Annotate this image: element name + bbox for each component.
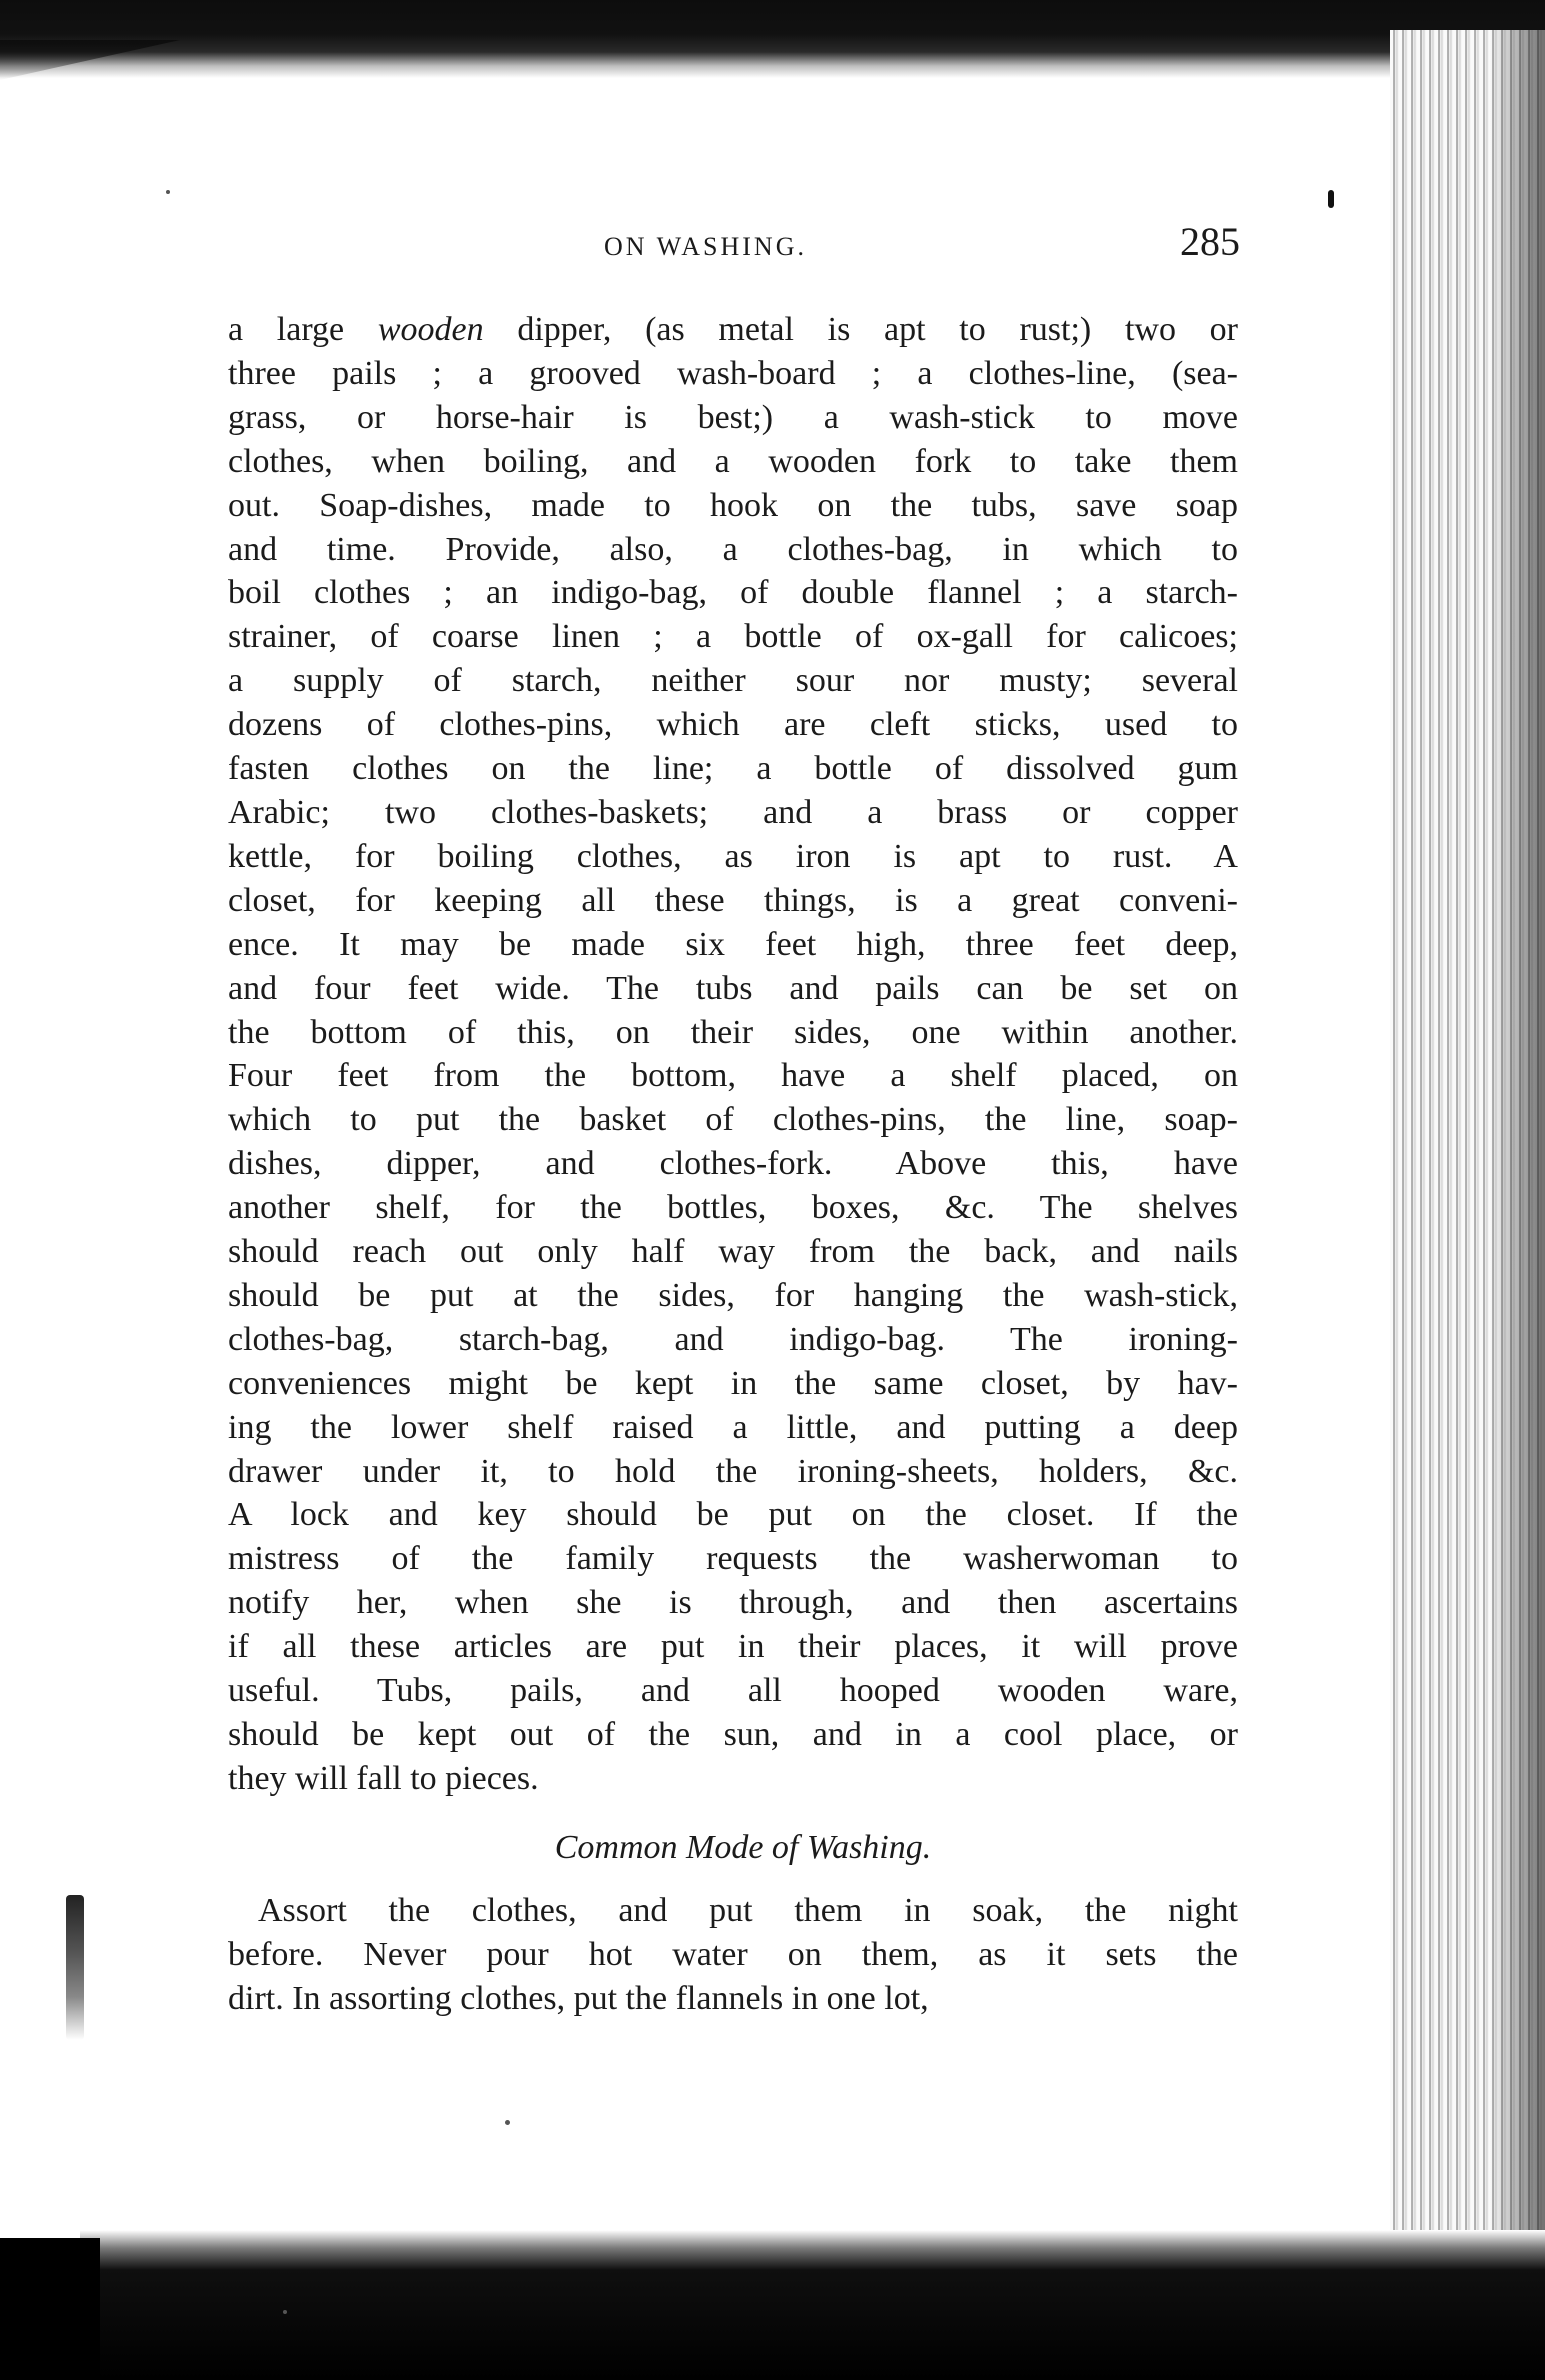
text-line: should be kept out of the sun, and in a cool place, or [228, 1716, 1238, 1753]
text-line: which to put the basket of clothes-pins, the line, soap- [228, 1101, 1238, 1139]
text-line: boil clothes ; an indigo-bag, of double flannel ; a starch- [228, 574, 1238, 612]
body-paragraph-1 [228, 308, 1238, 1801]
text-line: mistress of the family requests the washerwoman to [228, 1540, 1238, 1578]
paper-speck [283, 2310, 287, 2314]
text-line: notify her, when she is through, and then ascertains [228, 1584, 1238, 1622]
text-line: dirt. In assorting clothes, put the flannels in one lot, [228, 1979, 929, 2017]
text-line: dishes, dipper, and clothes-fork. Above this, have [228, 1145, 1238, 1183]
text-line: drawer under it, to hold the ironing-sheets, holders, &c. [228, 1452, 1238, 1490]
text-line: the bottom of this, on their sides, one within another. [228, 1013, 1238, 1051]
text-line: if all these articles are put in their places, it will prove [228, 1628, 1238, 1666]
text-line: should reach out only half way from the back, and nails [228, 1233, 1238, 1271]
text-line: Arabic; two clothes-baskets; and a brass or copper [228, 793, 1238, 831]
running-head [228, 218, 1238, 278]
paper-speck [505, 2120, 510, 2125]
text-line: Assort the clothes, and put them in soak, the night [258, 1891, 1238, 1929]
text-line: useful. Tubs, pails, and all hooped wooden ware, [228, 1672, 1238, 1710]
running-title: ON WASHING. [604, 232, 807, 261]
text-line: a large wooden dipper, (as metal is apt to rust;) two or [228, 311, 1238, 348]
text-line: ing the lower shelf raised a little, and putting a deep [228, 1408, 1238, 1446]
text-line: grass, or horse-hair is best;) a wash-stick to move [228, 398, 1238, 436]
text-line: Four feet from the bottom, have a shelf placed, on [228, 1057, 1238, 1095]
gutter-mark [66, 1895, 84, 2040]
text-line: conveniences might be kept in the same closet, by hav- [228, 1364, 1238, 1402]
book-page [228, 218, 1238, 2021]
text-line: out. Soap-dishes, made to hook on the tubs, save soap [228, 486, 1238, 524]
text-line: closet, for keeping all these things, is a great conveni- [228, 881, 1238, 919]
page-number: 285 [1180, 219, 1240, 264]
text-line: strainer, of coarse linen ; a bottle of ox-gall for calicoes; [228, 618, 1238, 656]
paper-speck [166, 190, 170, 194]
bottom-left-shadow [0, 2238, 100, 2380]
text-line: they will fall to pieces. [228, 1759, 539, 1797]
text-line: three pails ; a grooved wash-board ; a clothes-line, (sea- [228, 354, 1238, 392]
text-line: ence. It may be made six feet high, three feet deep, [228, 925, 1238, 963]
text-line: and time. Provide, also, a clothes-bag, in which to [228, 530, 1238, 568]
top-shadow-band [0, 0, 1545, 78]
text-line: clothes-bag, starch-bag, and indigo-bag. The ironing- [228, 1320, 1238, 1358]
section-subheading: Common Mode of Washing. [554, 1828, 932, 1866]
text-line: should be put at the sides, for hanging the wash-stick, [228, 1276, 1238, 1314]
paper-speck [1328, 190, 1334, 208]
text-line: before. Never pour hot water on them, as it sets the [228, 1935, 1238, 1973]
text-line: a supply of starch, neither sour nor musty; several [228, 662, 1238, 700]
text-line: dozens of clothes-pins, which are cleft sticks, used to [228, 706, 1238, 744]
text-line: A lock and key should be put on the closet. If the [228, 1496, 1238, 1534]
bottom-shadow-band [80, 2230, 1545, 2380]
body-paragraph-2 [228, 1889, 1238, 2021]
fore-edge-shadow [1490, 30, 1545, 2260]
text-line: fasten clothes on the line; a bottle of dissolved gum [228, 750, 1238, 788]
text-line: and four feet wide. The tubs and pails can be set on [228, 969, 1238, 1007]
text-line: clothes, when boiling, and a wooden fork to take them [228, 442, 1238, 480]
text-line: another shelf, for the bottles, boxes, &c. The shelves [228, 1189, 1238, 1227]
text-line: kettle, for boiling clothes, as iron is apt to rust. A [228, 837, 1238, 875]
